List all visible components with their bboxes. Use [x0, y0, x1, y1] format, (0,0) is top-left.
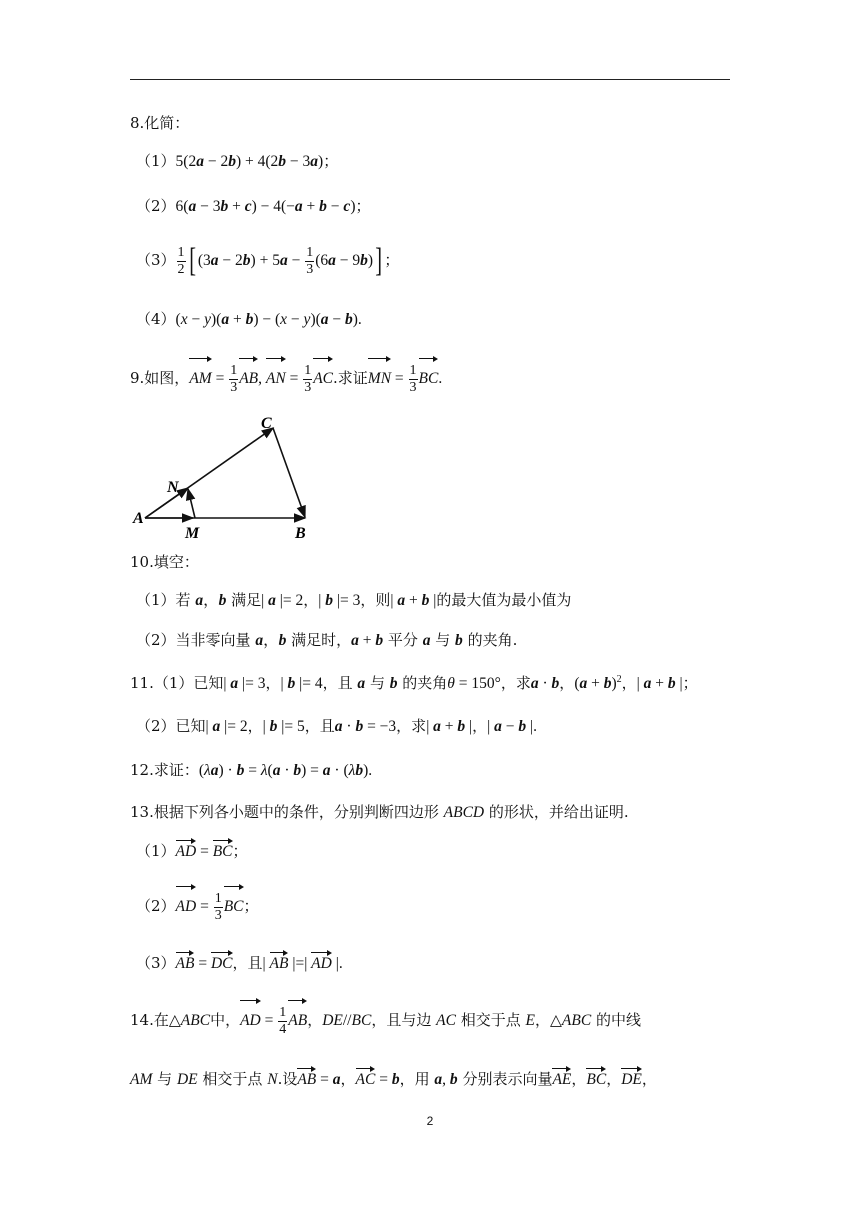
q14-line2: AM 与 DE 相交于点 N.设AB = a，AC = b，用 a, b 分别表示向量AE，BC，DE， [130, 1066, 657, 1090]
q10-part1: （1）若 a，b 满足| a |= 2，| b |= 3，则| a + b |的最大值为最小值为 [136, 591, 572, 609]
page-number: 2 [426, 1114, 434, 1128]
q8-part3: （3） $\frac{1}{2}$ [ (3a − 2b) + 5a − $\frac{1}{3}$ (6a − 9b)] ； [136, 242, 400, 280]
vector-mn [188, 489, 195, 518]
q11-part2: （2）已知| a |= 2，| b |= 5，且a · b = −3，求| a + b |，| a − b |. [136, 717, 538, 735]
q13-part3: （3）AB = DC，且| AB |=| AD |. [136, 950, 343, 974]
label-b: B [295, 525, 306, 542]
header-rule [130, 79, 730, 80]
q8-part4: （4）(x − y)(a + b) − (x − y)(a − b). [136, 310, 362, 328]
label-m: M [185, 525, 200, 542]
q11-part1: 11.（1）已知| a |= 3，| b |= 4，且 a 与 b 的夹角θ = 150°，求a · b，$(a + b)^2$，| a + b |； [130, 674, 698, 693]
label-a: A [133, 510, 144, 527]
q9-statement: 9.如图，AM = $\frac{1}{3}$ AB, AN = $\frac{1}{3}$ AC.求证MN = $\frac{1}{3}$ BC. [130, 356, 442, 394]
label-n: N [167, 479, 179, 496]
triangle-figure [125, 408, 325, 543]
q13-title: 13.根据下列各小题中的条件，分别判断四边形 ABCD 的形状，并给出证明. [130, 803, 629, 821]
q14-line1: 14.在△ABC中，AD = $\frac{1}{4}$ AB，DE//BC，且与边 AC 相交于点 E，△ABC 的中线 [130, 998, 641, 1036]
q10-title: 10.填空： [130, 553, 199, 571]
vector-cb [273, 428, 305, 517]
q10-part2: （2）当非零向量 a，b 满足时，a + b 平分 a 与 b 的夹角. [136, 631, 518, 649]
q8-part1: （1）5(2a − 2b) + 4(2b − 3a)； [136, 152, 339, 170]
q8-title: 8.化简： [130, 114, 190, 132]
q8-part2: （2）6(a − 3b + c) − 4(−a + b − c)； [136, 197, 371, 215]
q13-part2: （2）AD = $\frac{1}{3}$ BC； [136, 884, 259, 922]
q13-part1: （1）AD = BC； [136, 838, 248, 862]
label-c: C [261, 415, 272, 432]
q12-statement: 12.求证：(λa) · b = λ(a · b) = a · (λb). [130, 761, 373, 779]
